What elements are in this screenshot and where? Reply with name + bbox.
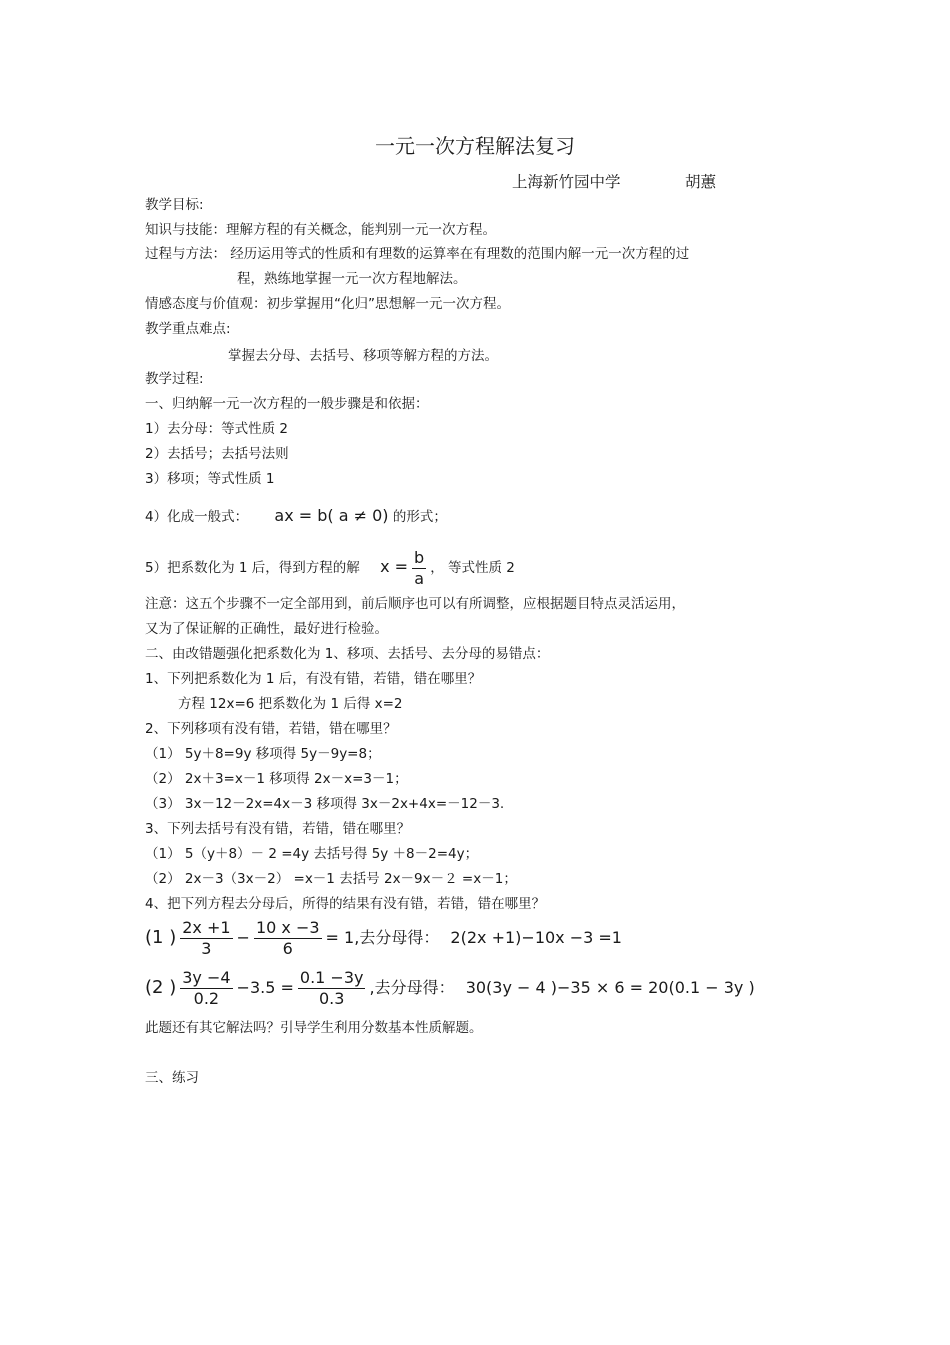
question-3-item-2: （2） 2x－3（3x－2） =x－1 去括号 2x－9x－２ =x－1； bbox=[145, 871, 517, 887]
section-2-heading: 二、由改错题强化把系数化为 1、移项、去括号、去分母的易错点： bbox=[145, 646, 550, 662]
remark-line: 此题还有其它解法吗？引导学生利用分数基本性质解题。 bbox=[145, 1020, 483, 1036]
note-line-1: 注意：这五个步骤不一定全部用到，前后顺序也可以有所调整，应根据题目特点灵活运用， bbox=[145, 596, 685, 612]
step-5-numerator: b bbox=[414, 547, 425, 567]
step-4-text: 4）化成一般式： bbox=[145, 509, 249, 525]
step-5-tail: ， 等式性质 2 bbox=[430, 560, 515, 576]
question-2-item-3: （3） 3x－12－2x=4x－3 移项得 3x－2x+4x=－12－3. bbox=[145, 796, 505, 812]
knowledge-line: 知识与技能：理解方程的有关概念，能判别一元一次方程。 bbox=[145, 222, 496, 238]
attitude-line: 情感态度与价值观：初步掌握用“化归”思想解一元一次方程。 bbox=[145, 296, 510, 312]
process-line-2: 程，熟练地掌握一元一次方程地解法。 bbox=[237, 271, 467, 287]
equation-2-fraction-1-numerator: 3y −4 bbox=[182, 968, 231, 987]
equation-2-result: 30(3y − 4 )−35 × 6 = 20(0.1 − 3y ) bbox=[465, 978, 755, 997]
equation-1-result: 2(2x +1)−10x −3 =1 bbox=[450, 928, 622, 947]
note-line-2: 又为了保证解的正确性，最好进行检验。 bbox=[145, 621, 388, 637]
keypoint-line: 掌握去分母、去括号、移项等解方程的方法。 bbox=[228, 348, 498, 364]
equation-2-fraction-2-denominator: 0.3 bbox=[318, 989, 345, 1008]
equation-2-fraction-1 bbox=[180, 968, 232, 1009]
equation-1 bbox=[145, 918, 622, 959]
question-4: 4、把下列方程去分母后，所得的结果有没有错，若错，错在哪里？ bbox=[145, 896, 546, 912]
step-4-formula: ax = b( a ≠ 0) bbox=[274, 506, 389, 525]
equation-1-minus: − bbox=[236, 928, 250, 947]
step-2: 2）去括号；去括号法则 bbox=[145, 446, 289, 462]
step-1: 1）去分母：等式性质 2 bbox=[145, 421, 288, 437]
procedure-heading: 教学过程: bbox=[145, 371, 204, 387]
step-4-tail: 的形式； bbox=[392, 509, 447, 525]
keypoint-heading: 教学重点难点: bbox=[145, 321, 231, 337]
step-5-text: 5）把系数化为 1 后，得到方程的解 bbox=[145, 560, 360, 576]
step-3: 3）移项；等式性质 1 bbox=[145, 471, 275, 487]
equation-1-fraction-1 bbox=[180, 918, 232, 959]
section-1-heading: 一、归纳解一元一次方程的一般步骤是和依据： bbox=[145, 396, 429, 412]
process-line-1: 过程与方法： 经历运用等式的性质和有理数的运算率在有理数的范围内解一元一次方程的过 bbox=[145, 246, 690, 262]
step-4 bbox=[145, 507, 447, 526]
step-5 bbox=[145, 547, 515, 589]
equation-1-fraction-1-numerator: 2x +1 bbox=[182, 918, 231, 937]
equation-2-fraction-1-denominator: 0.2 bbox=[193, 989, 220, 1008]
step-5-denominator: a bbox=[414, 568, 425, 588]
equation-1-label: (1 ) bbox=[145, 927, 177, 948]
equation-1-fraction-2-denominator: 6 bbox=[282, 939, 293, 958]
step-5-lhs: x = bbox=[380, 557, 409, 576]
question-3-item-1: （1） 5（y＋8）－ 2 =4y 去括号得 5y ＋8－2=4y； bbox=[145, 846, 479, 862]
question-2-item-1: （1） 5y＋8=9y 移项得 5y－9y=8； bbox=[145, 746, 381, 762]
equation-2-fraction-2 bbox=[298, 968, 366, 1009]
equation-2-middle: −3.5 = bbox=[236, 978, 294, 997]
equation-1-fraction-2 bbox=[254, 918, 322, 959]
equation-2-word: 去分母得： bbox=[374, 978, 455, 997]
objectives-heading: 教学目标: bbox=[145, 197, 204, 213]
equation-1-fraction-1-denominator: 3 bbox=[201, 939, 212, 958]
equation-2-label: (2 ) bbox=[145, 977, 177, 998]
section-3-heading: 三、练习 bbox=[145, 1070, 199, 1086]
question-3: 3、下列去括号有没有错，若错，错在哪里？ bbox=[145, 821, 411, 837]
question-1-equation: 方程 12x=6 把系数化为 1 后得 x=2 bbox=[178, 696, 403, 712]
question-1: 1、下列把系数化为 1 后，有没有错，若错，错在哪里？ bbox=[145, 671, 482, 687]
page-title: 一元一次方程解法复习 bbox=[375, 134, 575, 158]
school-name: 上海新竹园中学 bbox=[512, 173, 621, 191]
equation-1-rhs: = 1, bbox=[325, 928, 360, 947]
equation-2-comma: , bbox=[369, 978, 375, 997]
equation-2 bbox=[145, 968, 755, 1009]
equation-2-fraction-2-numerator: 0.1 −3y bbox=[299, 968, 364, 987]
step-5-fraction bbox=[412, 548, 426, 589]
question-2: 2、下列移项有没有错，若错，错在哪里？ bbox=[145, 721, 397, 737]
question-2-item-2: （2） 2x＋3=x－1 移项得 2x－x=3－1； bbox=[145, 771, 408, 787]
equation-1-word: 去分母得： bbox=[359, 928, 440, 947]
author-name: 胡蕙 bbox=[685, 173, 717, 191]
equation-1-fraction-2-numerator: 10 x −3 bbox=[255, 918, 320, 937]
